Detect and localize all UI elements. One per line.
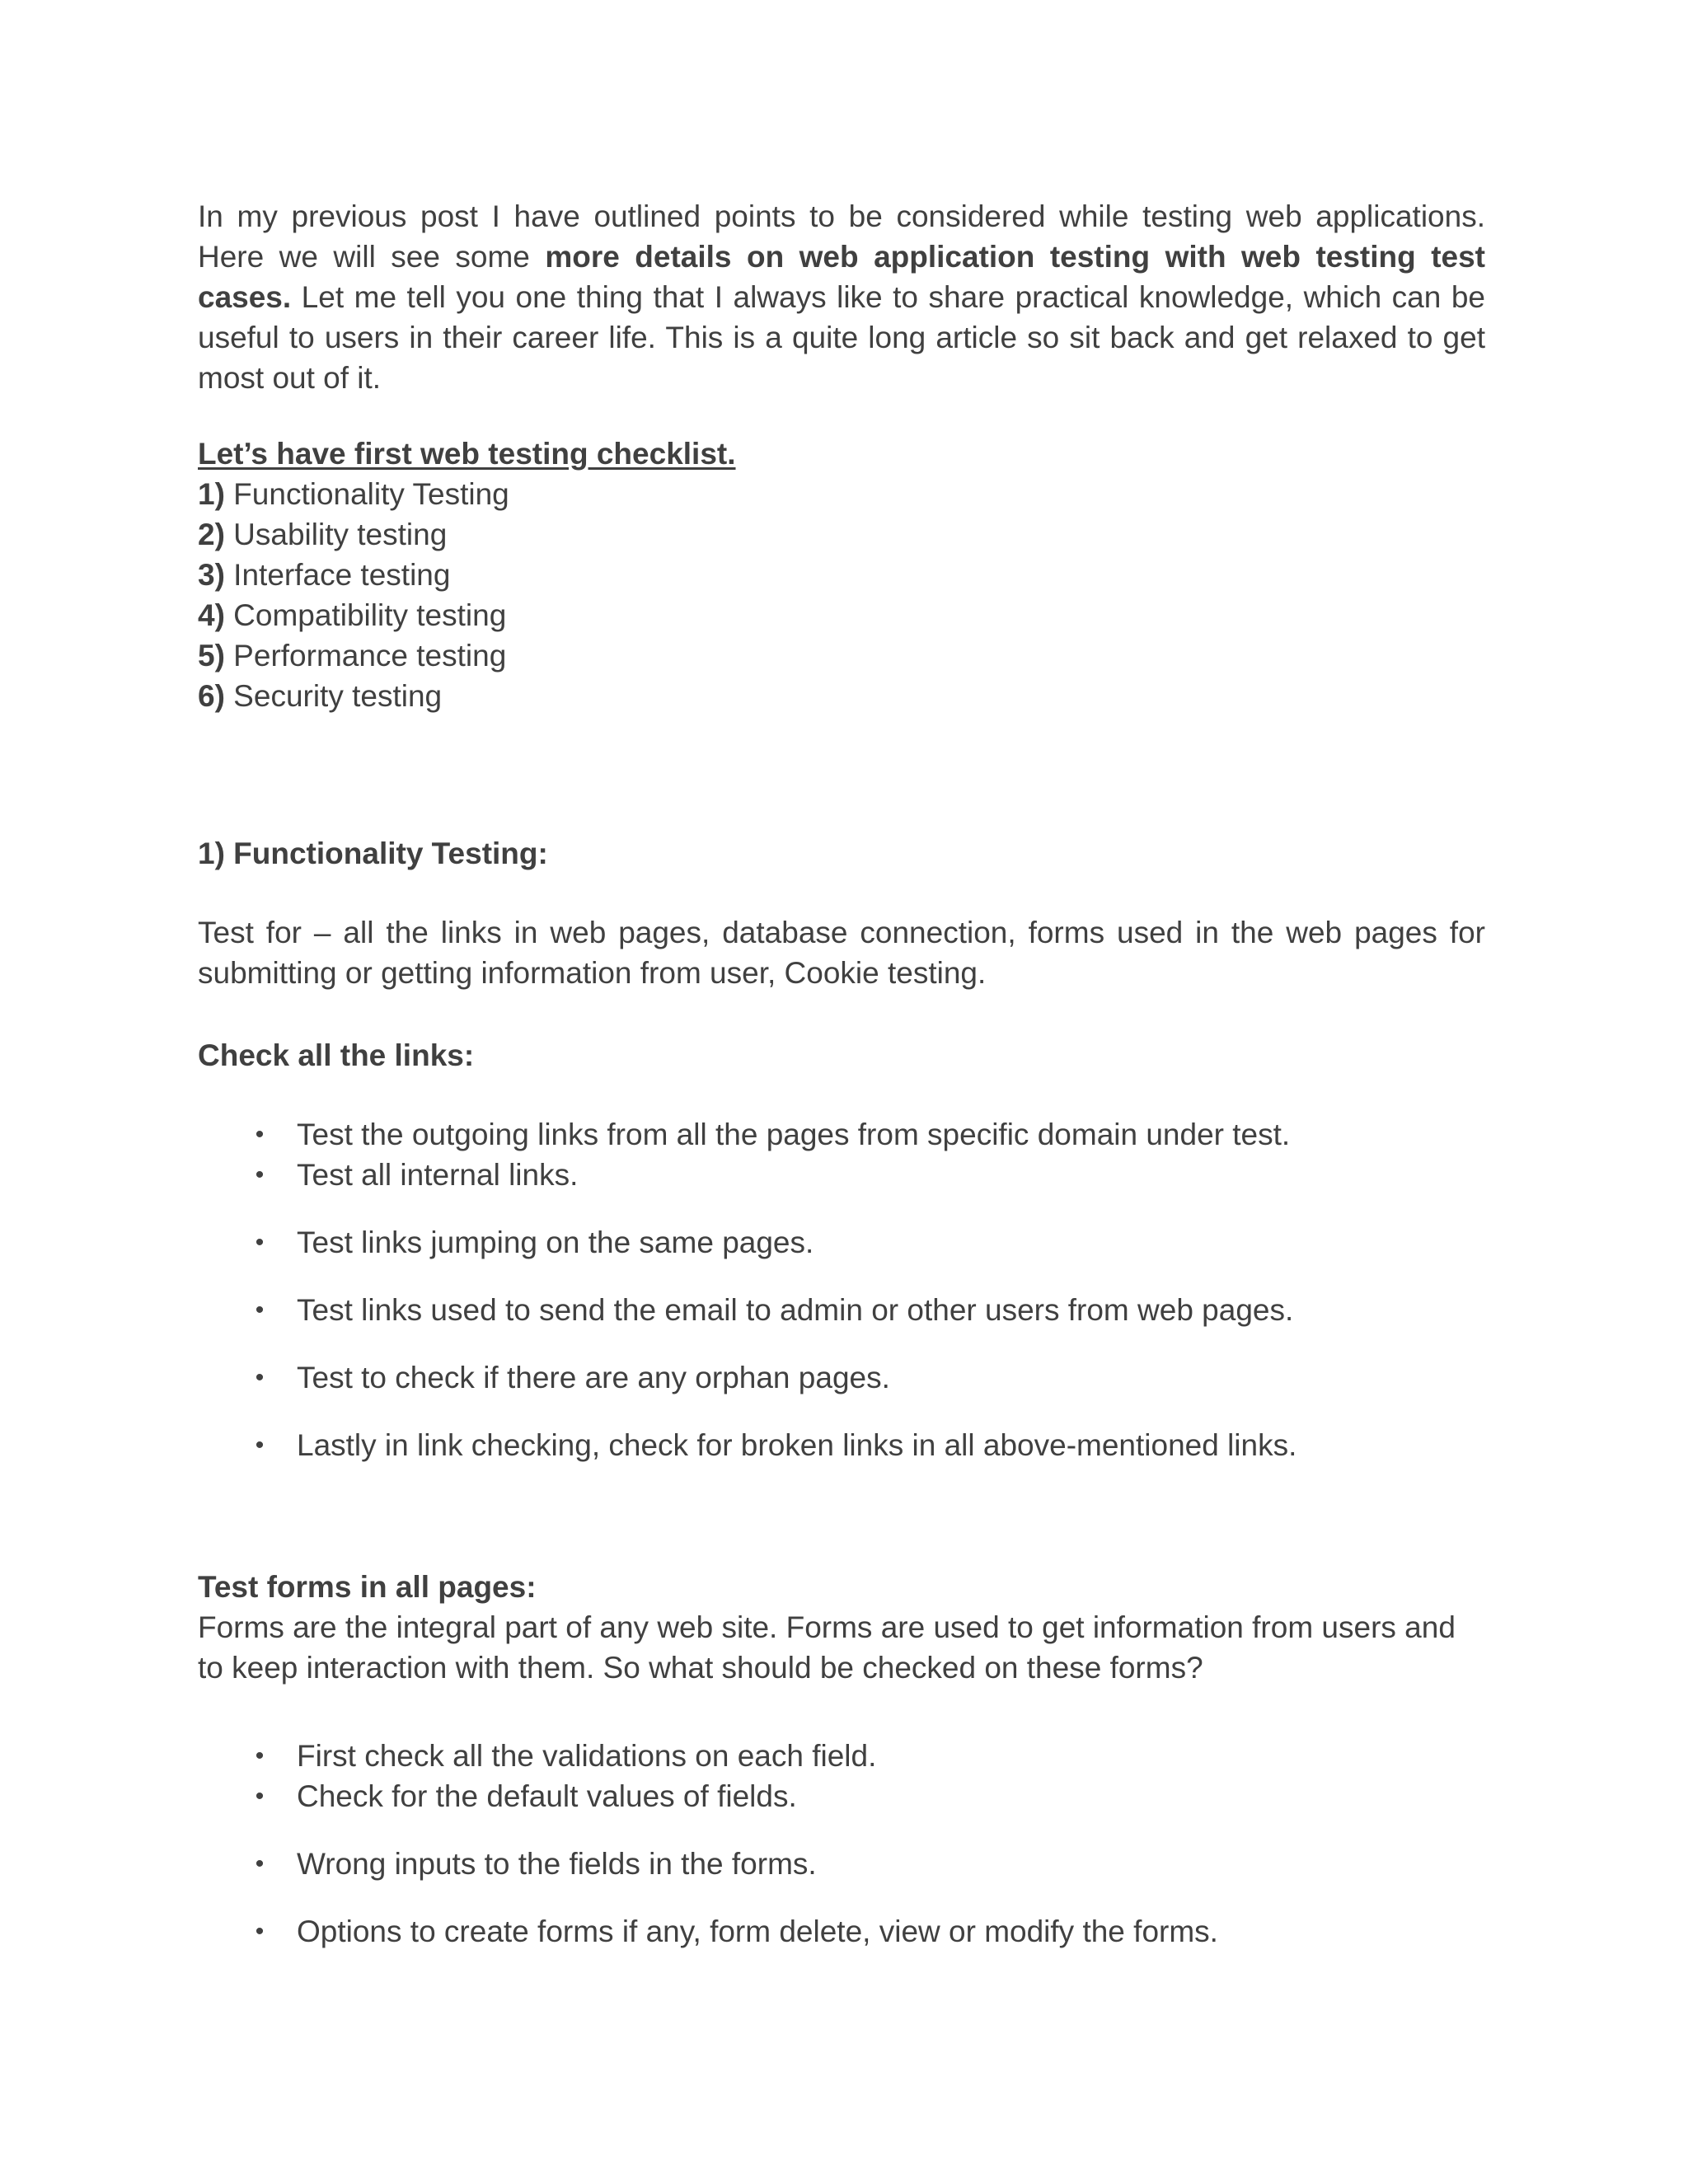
intro-text-part2: Let me tell you one thing that I always like to share practical knowledge, which can be useful to users in their career life. This is a quite long article so sit back and get relaxed to get most out of it.: [198, 280, 1485, 395]
functionality-heading: 1) Functionality Testing:: [198, 837, 548, 870]
checklist-item: [198, 474, 509, 514]
links-list-item-text: Test the outgoing links from all the pages from specific domain under test.: [297, 1118, 1291, 1151]
bullet-icon: •: [255, 1364, 265, 1391]
checklist-item: [198, 595, 506, 635]
checklist-item: [198, 555, 450, 595]
checklist-item-label: Functionality Testing: [224, 477, 509, 511]
bullet-icon: •: [255, 1742, 265, 1769]
document-page: [198, 0, 1485, 2184]
links-list-item-text: Test links used to send the email to admin or other users from web pages.: [297, 1293, 1294, 1327]
forms-description: Forms are the integral part of any web site. Forms are used to get information from users and to keep interaction with them. So what should be checked on these forms?: [198, 1610, 1456, 1685]
intro-text-part1: In my previous post I have outlined points to be considered while testing web applications. Here we will see some: [198, 199, 1485, 274]
bullet-icon: •: [255, 1229, 265, 1256]
intro-text-bold: more details on web application testing with web testing test cases.: [198, 240, 1485, 314]
bullet-icon: •: [255, 1161, 265, 1188]
checklist-item: [198, 514, 447, 555]
bullet-icon: •: [255, 1432, 265, 1459]
forms-list-item-text: Wrong inputs to the fields in the forms.: [297, 1847, 817, 1881]
checklist-item-number: 1): [198, 477, 225, 511]
bullet-icon: •: [255, 1296, 265, 1324]
checklist-item-number: 4): [198, 598, 225, 632]
bullet-icon: •: [255, 1121, 265, 1148]
checklist-heading: Let’s have first web testing checklist.: [198, 437, 736, 471]
forms-list-item-text: Check for the default values of fields.: [297, 1779, 797, 1813]
checklist-item-label: Interface testing: [224, 558, 451, 592]
checklist-item-number: 3): [198, 558, 225, 592]
bullet-icon: •: [255, 1918, 265, 1945]
checklist-item-label: Performance testing: [224, 639, 507, 673]
links-list-item-text: Lastly in link checking, check for broken links in all above-mentioned links.: [297, 1428, 1297, 1462]
intro-paragraph: [198, 196, 1485, 398]
forms-list-item-text: Options to create forms if any, form delete, view or modify the forms.: [297, 1915, 1218, 1948]
checklist-item-number: 5): [198, 639, 225, 673]
checklist-item-label: Security testing: [224, 679, 443, 713]
checklist-item-label: Compatibility testing: [224, 598, 507, 632]
bullet-icon: •: [255, 1783, 265, 1810]
forms-heading: Test forms in all pages:: [198, 1570, 537, 1604]
checklist-item: [198, 676, 442, 716]
bullet-icon: •: [255, 1850, 265, 1877]
checklist-item-label: Usability testing: [224, 518, 448, 551]
links-list-item-text: Test links jumping on the same pages.: [297, 1226, 814, 1259]
checklist-item: [198, 635, 506, 676]
links-list-item-text: Test all internal links.: [297, 1158, 579, 1192]
checklist-item-number: 6): [198, 679, 225, 713]
forms-list-item-text: First check all the validations on each field.: [297, 1739, 877, 1773]
checklist-item-number: 2): [198, 518, 225, 551]
links-heading: Check all the links:: [198, 1038, 475, 1072]
functionality-description: Test for – all the links in web pages, database connection, forms used in the web pages for submitting or getting information from user, Cookie testing.: [198, 916, 1485, 990]
links-list-item-text: Test to check if there are any orphan pages.: [297, 1361, 890, 1394]
